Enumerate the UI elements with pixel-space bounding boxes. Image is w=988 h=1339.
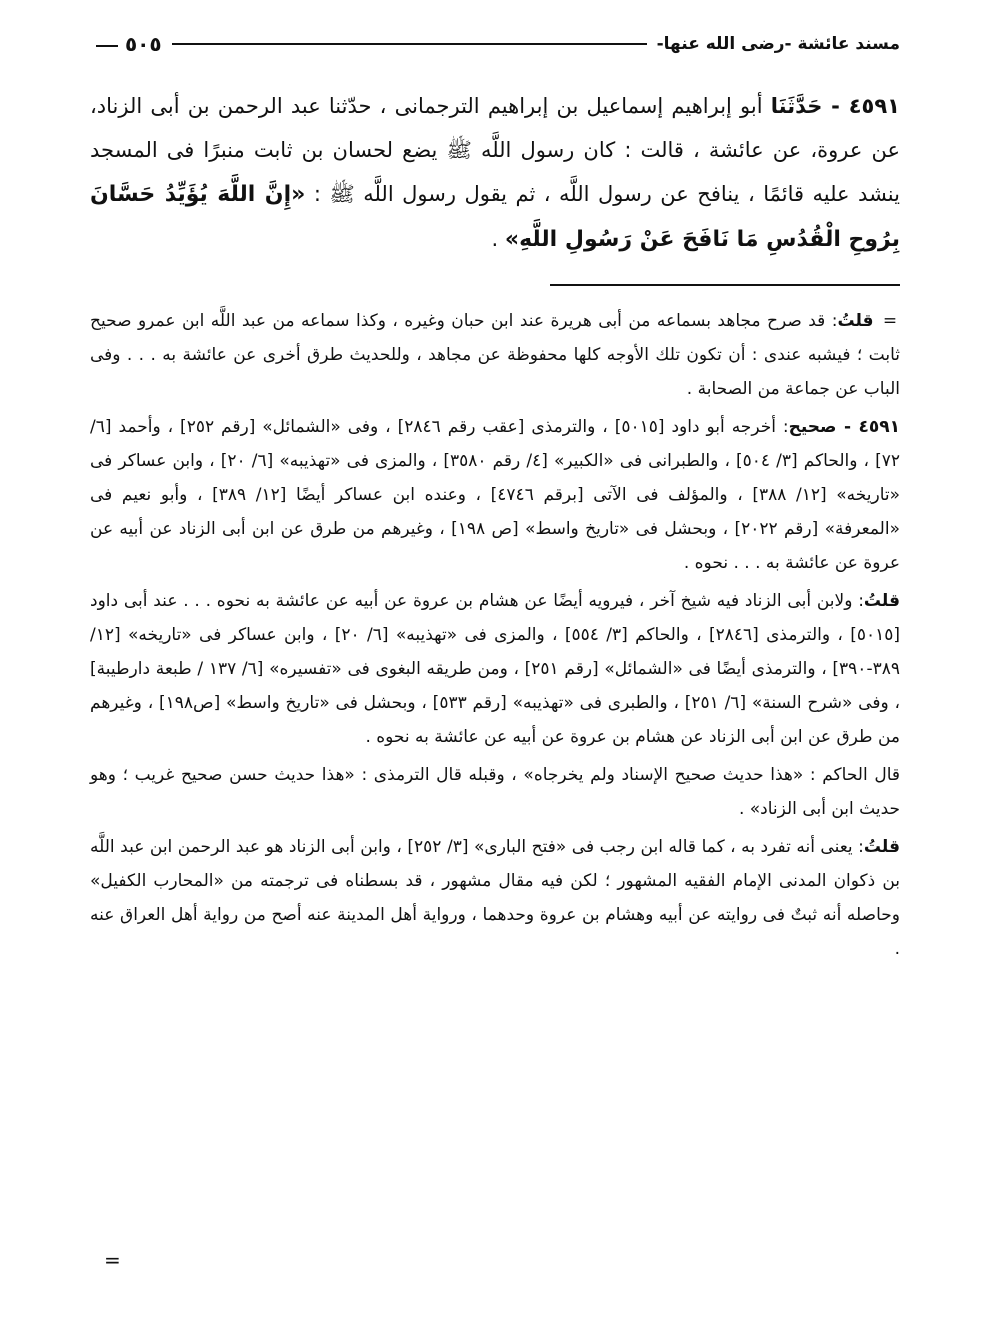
takhrij-label: ٤٥٩١ - صحيح	[788, 417, 900, 437]
hadith-end: .	[491, 227, 505, 251]
hadith-dash: -	[822, 94, 849, 118]
prophet-quote: «إِنَّ اللَّهَ يُؤَيِّدُ حَسَّانَ بِرُوحِ الْقُدُسِ مَا نَافَحَ عَنْ رَسُولِ اللَّهِ»	[90, 182, 900, 252]
hadith-body: أبو إبراهيم إسماعيل بن إبراهيم الترجمانى ، حدّثنا عبد الرحمن بن أبى الزناد، عن عروة، عن عائشة ، قالت : كان رسول اللَّه ﷺ يضع لحسان بن ثابت منبرًا فى المسجد ينشد عليه قائمًا ، ينافح عن رسول اللَّه ، ثم يقول رسول اللَّه ﷺ :	[90, 94, 900, 206]
continuation-mark: =	[882, 311, 898, 331]
page-number	[90, 32, 172, 56]
qultu-label: قلتُ	[863, 591, 900, 611]
header-rule	[172, 43, 647, 45]
footnote-paragraph	[90, 410, 900, 580]
footnote-text: : قد صرح مجاهد بسماعه من أبى هريرة عند ابن حبان وغيره ، وكذا سماعه من عبد اللَّه ابن عمرو صحيح ثابت ؛ فيشبه عندى : أن تكون تلك الأوجه كلها محفوظة عن مجاهد ، وللحديث طرق أخرى عن عائشة به . . . وفى الباب عن جماعة من الصحابة .	[90, 311, 900, 399]
footnote-text: : يعنى أنه تفرد به ، كما قاله ابن رجب فى «فتح البارى» [٣/ ٢٥٢] ، وابن أبى الزناد هو عبد الرحمن ابن عبد اللَّه بن ذكوان المدنى الإمام الفقيه المشهور ؛ لكن فيه مقال مشهور ، قد بسطناه فى ترجمته من «المحارب الكفيل» وحاصله أنه ثبتٌ فى روايته عن أبيه وهشام بن عروة وحدهما ، ورواية أهل المدينة عنه أصح من رواية أهل العراق عنه .	[90, 837, 900, 959]
footnote-divider	[550, 284, 900, 286]
footnotes	[90, 304, 900, 966]
book-page	[90, 24, 900, 1324]
page-end-mark: =	[104, 1248, 121, 1272]
footnote-paragraph	[90, 758, 900, 826]
page-number-value: ٥٠٥	[124, 32, 162, 56]
qultu-label: قلتُ	[863, 837, 900, 857]
page-number-dash	[96, 45, 118, 47]
haddathana: حَدَّثَنَا	[770, 94, 823, 118]
footnote-paragraph	[90, 584, 900, 754]
running-header	[90, 24, 900, 64]
hadith-text	[90, 84, 900, 262]
footnote-paragraph	[90, 304, 900, 406]
running-title: مسند عائشة -رضى الله عنها-	[656, 34, 900, 54]
qultu-label: قلتُ	[837, 311, 874, 331]
hadith-number: ٤٥٩١	[848, 94, 900, 118]
footnote-text: : أخرجه أبو داود [٥٠١٥] ، والترمذى [عقب رقم ٢٨٤٦] ، وفى «الشمائل» [رقم ٢٥٢] ، وأحمد [٦/ ٧٢] ، والحاكم [٣/ ٥٠٤] ، والطبرانى فى «الكبير» [٤/ رقم ٣٥٨٠] ، والمزى فى «تهذيبه» [٦/ ٢٠] ، وابن عساكر فى «تاريخه» [١٢/ ٣٨٨] ، والمؤلف فى الآتى [برقم ٤٧٤٦] ، وعنده ابن عساكر أيضًا [١٢/ ٣٨٩] ، وأبو نعيم فى «المعرفة» [رقم ٢٠٢٢] ، وبحشل فى «تاريخ واسط» [ص ١٩٨] ، وغيرهم من طرق عن ابن أبى الزناد عن أبيه عن عروة عن عائشة به . . . نحوه .	[90, 417, 901, 573]
footnote-paragraph	[90, 830, 900, 966]
footnote-text: قال الحاكم : «هذا حديث صحيح الإسناد ولم يخرجاه» ، وقبله قال الترمذى : «هذا حديث حسن صحيح غريب ؛ وهو حديث ابن أبى الزناد» .	[90, 765, 900, 819]
footnote-text: : ولابن أبى الزناد فيه شيخ آخر ، فيرويه أيضًا عن هشام بن عروة عن أبيه عن عائشة به نحوه . . . عند أبى داود [٥٠١٥] ، والترمذى [٢٨٤٦] ، والحاكم [٣/ ٥٥٤] ، والمزى فى «تهذيبه» [٦/ ٢٠] ، وابن عساكر فى «تاريخه» [١٢/ ٣٨٩-٣٩٠] ، والترمذى أيضًا فى «الشمائل» [رقم ٢٥١] ، ومن طريقه البغوى فى «تفسيره» [٦/ ١٣٧ / طبعة دارطيبة] ، وفى «شرح السنة» [٦/ ٢٥١] ، والطبرى فى «تهذيبه» [رقم ٥٣٣] ، وبحشل فى «تاريخ واسط» [ص١٩٨] ، وغيرهم من طرق عن ابن أبى الزناد عن هشام بن عروة عن أبيه عن عائشة به نحوه .	[90, 591, 901, 747]
